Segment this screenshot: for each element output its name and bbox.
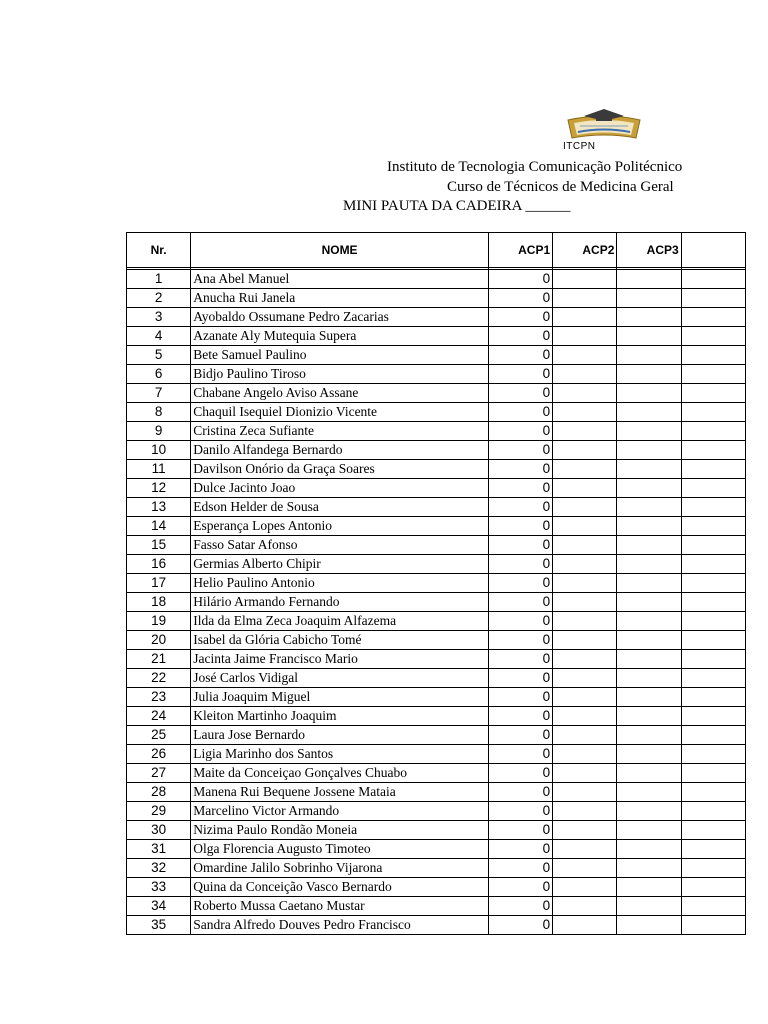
cell-acp2 xyxy=(553,878,617,897)
table-row xyxy=(127,878,746,897)
table-row xyxy=(127,346,746,365)
cell-acp3 xyxy=(617,802,681,821)
table-row xyxy=(127,270,746,289)
cell-acp1: 0 xyxy=(488,669,552,688)
table-row xyxy=(127,745,746,764)
cell-acp2 xyxy=(553,498,617,517)
cell-nr: 33 xyxy=(127,878,191,897)
cell-nome: Quina da Conceição Vasco Bernardo xyxy=(191,878,489,897)
cell-acp2 xyxy=(553,783,617,802)
cell-nome: Sandra Alfredo Douves Pedro Francisco xyxy=(191,916,489,935)
cell-extra xyxy=(681,745,745,764)
cell-acp1: 0 xyxy=(488,327,552,346)
cell-nr: 22 xyxy=(127,669,191,688)
cell-acp3 xyxy=(617,441,681,460)
cell-nome: Davilson Onório da Graça Soares xyxy=(191,460,489,479)
cell-acp3 xyxy=(617,631,681,650)
cell-acp1: 0 xyxy=(488,631,552,650)
cell-acp1: 0 xyxy=(488,498,552,517)
cell-acp1: 0 xyxy=(488,384,552,403)
cell-nome: Dulce Jacinto Joao xyxy=(191,479,489,498)
cell-nr: 6 xyxy=(127,365,191,384)
table-row xyxy=(127,384,746,403)
cell-acp1: 0 xyxy=(488,403,552,422)
cell-extra xyxy=(681,631,745,650)
cell-acp3 xyxy=(617,783,681,802)
cell-nr: 23 xyxy=(127,688,191,707)
table-row xyxy=(127,840,746,859)
cell-nome: Jacinta Jaime Francisco Mario xyxy=(191,650,489,669)
cell-nr: 26 xyxy=(127,745,191,764)
table-row xyxy=(127,308,746,327)
table-row xyxy=(127,650,746,669)
cell-extra xyxy=(681,688,745,707)
cell-extra xyxy=(681,821,745,840)
cell-acp2 xyxy=(553,840,617,859)
header-extra xyxy=(681,233,745,268)
cell-nr: 25 xyxy=(127,726,191,745)
cell-acp3 xyxy=(617,289,681,308)
cell-acp3 xyxy=(617,460,681,479)
cell-extra xyxy=(681,441,745,460)
cell-acp3 xyxy=(617,878,681,897)
cell-acp1: 0 xyxy=(488,840,552,859)
cell-acp3 xyxy=(617,365,681,384)
cell-acp2 xyxy=(553,479,617,498)
cell-extra xyxy=(681,916,745,935)
cell-acp3 xyxy=(617,707,681,726)
cell-nome: Chabane Angelo Aviso Assane xyxy=(191,384,489,403)
cell-acp3 xyxy=(617,859,681,878)
cell-extra xyxy=(681,840,745,859)
cell-acp1: 0 xyxy=(488,574,552,593)
cell-nome: Maite da Conceiçao Gonçalves Chuabo xyxy=(191,764,489,783)
cell-acp2 xyxy=(553,669,617,688)
cell-nr: 16 xyxy=(127,555,191,574)
cell-acp1: 0 xyxy=(488,308,552,327)
cell-nome: Ayobaldo Ossumane Pedro Zacarias xyxy=(191,308,489,327)
cell-acp1: 0 xyxy=(488,859,552,878)
cell-nr: 13 xyxy=(127,498,191,517)
cell-nr: 30 xyxy=(127,821,191,840)
cell-nome: Anucha Rui Janela xyxy=(191,289,489,308)
cell-nr: 31 xyxy=(127,840,191,859)
cell-acp2 xyxy=(553,897,617,916)
cell-nome: Ligia Marinho dos Santos xyxy=(191,745,489,764)
cell-nome: Hilário Armando Fernando xyxy=(191,593,489,612)
cell-acp2 xyxy=(553,422,617,441)
cell-nome: Olga Florencia Augusto Timoteo xyxy=(191,840,489,859)
cell-acp2 xyxy=(553,574,617,593)
cell-acp2 xyxy=(553,802,617,821)
cell-acp3 xyxy=(617,403,681,422)
cell-acp2 xyxy=(553,707,617,726)
cell-nr: 7 xyxy=(127,384,191,403)
cell-nome: Azanate Aly Mutequia Supera xyxy=(191,327,489,346)
cell-extra xyxy=(681,498,745,517)
table-body xyxy=(127,270,746,935)
cell-nome: Edson Helder de Sousa xyxy=(191,498,489,517)
cell-extra xyxy=(681,308,745,327)
cell-nome: Fasso Satar Afonso xyxy=(191,536,489,555)
table-row xyxy=(127,821,746,840)
cell-nome: Cristina Zeca Sufiante xyxy=(191,422,489,441)
table-row xyxy=(127,764,746,783)
cell-acp2 xyxy=(553,688,617,707)
table-row xyxy=(127,688,746,707)
cell-acp1: 0 xyxy=(488,726,552,745)
graduation-cap-logo-icon xyxy=(564,108,644,142)
cell-nr: 19 xyxy=(127,612,191,631)
cell-nome: Manena Rui Bequene Jossene Mataia xyxy=(191,783,489,802)
table-row xyxy=(127,365,746,384)
cell-nome: Germias Alberto Chipir xyxy=(191,555,489,574)
cell-extra xyxy=(681,327,745,346)
cell-nome: Bidjo Paulino Tiroso xyxy=(191,365,489,384)
table-row xyxy=(127,289,746,308)
cell-acp2 xyxy=(553,726,617,745)
cell-acp2 xyxy=(553,764,617,783)
cell-extra xyxy=(681,574,745,593)
cell-acp1: 0 xyxy=(488,365,552,384)
cell-extra xyxy=(681,365,745,384)
cell-extra xyxy=(681,536,745,555)
table-row xyxy=(127,555,746,574)
cell-extra xyxy=(681,517,745,536)
header-acp2: ACP2 xyxy=(553,233,617,268)
cell-acp3 xyxy=(617,612,681,631)
table-row xyxy=(127,612,746,631)
cell-acp3 xyxy=(617,422,681,441)
cell-acp3 xyxy=(617,574,681,593)
cell-nome: Ilda da Elma Zeca Joaquim Alfazema xyxy=(191,612,489,631)
cell-acp3 xyxy=(617,593,681,612)
cell-acp2 xyxy=(553,859,617,878)
cell-acp2 xyxy=(553,612,617,631)
cell-nr: 21 xyxy=(127,650,191,669)
cell-extra xyxy=(681,859,745,878)
cell-acp2 xyxy=(553,916,617,935)
cell-nome: Omardine Jalilo Sobrinho Vijarona xyxy=(191,859,489,878)
cell-acp1: 0 xyxy=(488,479,552,498)
cell-acp1: 0 xyxy=(488,878,552,897)
cell-nr: 18 xyxy=(127,593,191,612)
header-nome: NOME xyxy=(191,233,489,268)
table-row xyxy=(127,897,746,916)
cell-acp1: 0 xyxy=(488,517,552,536)
cell-acp3 xyxy=(617,688,681,707)
cell-nr: 20 xyxy=(127,631,191,650)
cell-acp1: 0 xyxy=(488,897,552,916)
cell-extra xyxy=(681,707,745,726)
cell-acp1: 0 xyxy=(488,270,552,289)
table-row xyxy=(127,593,746,612)
cell-extra xyxy=(681,479,745,498)
cell-acp2 xyxy=(553,631,617,650)
cell-acp1: 0 xyxy=(488,346,552,365)
cell-extra xyxy=(681,878,745,897)
cell-nome: José Carlos Vidigal xyxy=(191,669,489,688)
cell-nome: Isabel da Glória Cabicho Tomé xyxy=(191,631,489,650)
institute-title: Instituto de Tecnologia Comunicação Politécnico xyxy=(387,159,683,175)
table-row xyxy=(127,669,746,688)
cell-acp2 xyxy=(553,650,617,669)
cell-nome: Ana Abel Manuel xyxy=(191,270,489,289)
header-acp1: ACP1 xyxy=(488,233,552,268)
cell-nr: 24 xyxy=(127,707,191,726)
table-row xyxy=(127,707,746,726)
cell-acp3 xyxy=(617,726,681,745)
cell-nr: 2 xyxy=(127,289,191,308)
cell-acp3 xyxy=(617,555,681,574)
cell-nr: 32 xyxy=(127,859,191,878)
table-row xyxy=(127,327,746,346)
cell-nome: Bete Samuel Paulino xyxy=(191,346,489,365)
cell-acp1: 0 xyxy=(488,916,552,935)
table-row xyxy=(127,403,746,422)
cell-acp1: 0 xyxy=(488,422,552,441)
cell-acp1: 0 xyxy=(488,783,552,802)
cell-acp3 xyxy=(617,650,681,669)
cell-acp1: 0 xyxy=(488,745,552,764)
cell-acp3 xyxy=(617,821,681,840)
cell-acp2 xyxy=(553,384,617,403)
header-nr: Nr. xyxy=(127,233,191,268)
cell-extra xyxy=(681,422,745,441)
cell-nr: 8 xyxy=(127,403,191,422)
table-row xyxy=(127,726,746,745)
table-row xyxy=(127,498,746,517)
cell-acp2 xyxy=(553,441,617,460)
cell-acp3 xyxy=(617,536,681,555)
cell-acp2 xyxy=(553,289,617,308)
cell-acp3 xyxy=(617,840,681,859)
table-row xyxy=(127,916,746,935)
cell-nr: 15 xyxy=(127,536,191,555)
cell-extra xyxy=(681,669,745,688)
cell-nr: 14 xyxy=(127,517,191,536)
cell-acp2 xyxy=(553,365,617,384)
cell-nome: Laura Jose Bernardo xyxy=(191,726,489,745)
cell-acp2 xyxy=(553,593,617,612)
cell-nome: Nizima Paulo Rondão Moneia xyxy=(191,821,489,840)
course-title: Curso de Técnicos de Medicina Geral xyxy=(447,179,674,195)
cell-acp3 xyxy=(617,669,681,688)
table-header-row xyxy=(127,233,746,268)
cell-extra xyxy=(681,460,745,479)
cell-acp2 xyxy=(553,536,617,555)
cell-extra xyxy=(681,783,745,802)
cell-nome: Chaquil Isequiel Dionizio Vicente xyxy=(191,403,489,422)
cell-nome: Kleiton Martinho Joaquim xyxy=(191,707,489,726)
table-row xyxy=(127,441,746,460)
cell-acp2 xyxy=(553,270,617,289)
logo-caption: ITCPN xyxy=(563,141,596,152)
cell-acp1: 0 xyxy=(488,460,552,479)
cell-nr: 5 xyxy=(127,346,191,365)
cell-acp2 xyxy=(553,460,617,479)
cell-nr: 17 xyxy=(127,574,191,593)
cell-extra xyxy=(681,764,745,783)
cell-acp2 xyxy=(553,821,617,840)
cell-acp3 xyxy=(617,308,681,327)
cell-nome: Esperança Lopes Antonio xyxy=(191,517,489,536)
cell-nr: 12 xyxy=(127,479,191,498)
grades-table-wrapper xyxy=(126,232,679,942)
cell-extra xyxy=(681,650,745,669)
cell-acp1: 0 xyxy=(488,612,552,631)
grades-table xyxy=(126,232,746,935)
cell-acp3 xyxy=(617,479,681,498)
cell-acp1: 0 xyxy=(488,650,552,669)
cell-acp3 xyxy=(617,384,681,403)
cell-acp2 xyxy=(553,555,617,574)
cell-acp3 xyxy=(617,764,681,783)
cell-extra xyxy=(681,403,745,422)
cell-acp2 xyxy=(553,327,617,346)
cell-acp1: 0 xyxy=(488,764,552,783)
cell-nome: Julia Joaquim Miguel xyxy=(191,688,489,707)
cell-extra xyxy=(681,289,745,308)
table-row xyxy=(127,574,746,593)
cell-nr: 10 xyxy=(127,441,191,460)
cell-nr: 28 xyxy=(127,783,191,802)
cell-acp3 xyxy=(617,916,681,935)
table-row xyxy=(127,859,746,878)
cell-acp1: 0 xyxy=(488,802,552,821)
cell-nome: Roberto Mussa Caetano Mustar xyxy=(191,897,489,916)
table-row xyxy=(127,460,746,479)
cell-acp2 xyxy=(553,346,617,365)
cell-acp2 xyxy=(553,403,617,422)
cell-extra xyxy=(681,612,745,631)
cell-extra xyxy=(681,593,745,612)
cell-extra xyxy=(681,897,745,916)
cell-nr: 29 xyxy=(127,802,191,821)
subject-title: MINI PAUTA DA CADEIRA ______ xyxy=(343,198,571,214)
cell-acp3 xyxy=(617,745,681,764)
cell-acp1: 0 xyxy=(488,441,552,460)
cell-acp1: 0 xyxy=(488,593,552,612)
cell-acp1: 0 xyxy=(488,821,552,840)
cell-nr: 1 xyxy=(127,270,191,289)
cell-acp3 xyxy=(617,346,681,365)
cell-acp3 xyxy=(617,517,681,536)
document-heading xyxy=(300,154,683,218)
cell-acp1: 0 xyxy=(488,289,552,308)
cell-nr: 34 xyxy=(127,897,191,916)
cell-extra xyxy=(681,802,745,821)
cell-nr: 35 xyxy=(127,916,191,935)
cell-extra xyxy=(681,555,745,574)
cell-acp3 xyxy=(617,897,681,916)
cell-acp1: 0 xyxy=(488,707,552,726)
cell-acp2 xyxy=(553,517,617,536)
cell-nr: 3 xyxy=(127,308,191,327)
cell-acp2 xyxy=(553,745,617,764)
cell-nome: Helio Paulino Antonio xyxy=(191,574,489,593)
table-row xyxy=(127,517,746,536)
cell-acp3 xyxy=(617,270,681,289)
cell-acp1: 0 xyxy=(488,688,552,707)
cell-acp3 xyxy=(617,498,681,517)
cell-acp2 xyxy=(553,308,617,327)
cell-extra xyxy=(681,346,745,365)
table-row xyxy=(127,536,746,555)
cell-acp1: 0 xyxy=(488,555,552,574)
table-row xyxy=(127,783,746,802)
cell-extra xyxy=(681,726,745,745)
cell-nome: Danilo Alfandega Bernardo xyxy=(191,441,489,460)
cell-nr: 27 xyxy=(127,764,191,783)
cell-extra xyxy=(681,270,745,289)
header-acp3: ACP3 xyxy=(617,233,681,268)
cell-nr: 11 xyxy=(127,460,191,479)
cell-nr: 9 xyxy=(127,422,191,441)
cell-nome: Marcelino Victor Armando xyxy=(191,802,489,821)
cell-nr: 4 xyxy=(127,327,191,346)
table-row xyxy=(127,802,746,821)
cell-acp3 xyxy=(617,327,681,346)
table-row xyxy=(127,631,746,650)
cell-extra xyxy=(681,384,745,403)
table-row xyxy=(127,422,746,441)
table-row xyxy=(127,479,746,498)
cell-acp1: 0 xyxy=(488,536,552,555)
